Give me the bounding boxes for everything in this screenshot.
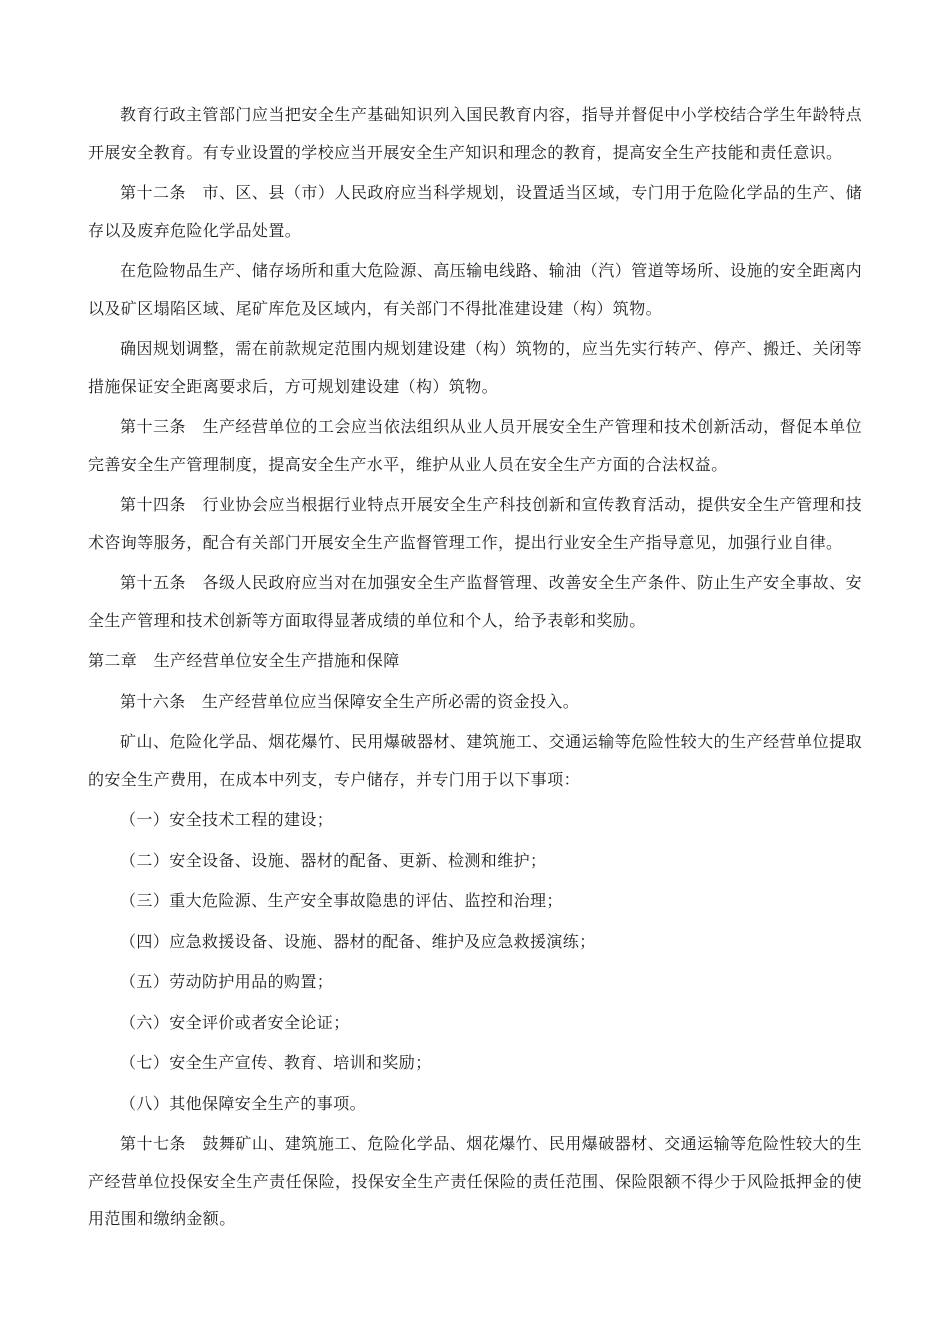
article-15: 第十五条 各级人民政府应当对在加强安全生产监督管理、改善安全生产条件、防止生产安全事故、安全生产管理和技术创新等方面取得显著成绩的单位和个人，给予表彰和奖励。 <box>88 573 862 630</box>
list-item: （二）安全设备、设施、器材的配备、更新、检测和维护； <box>120 850 547 870</box>
list-item: （七）安全生产宣传、教育、培训和奖励； <box>120 1053 432 1072</box>
list-item: （四）应急救援设备、设施、器材的配备、维护及应急救援演练； <box>120 931 596 951</box>
paragraph-safety-fees: 矿山、危险化学品、烟花爆竹、民用爆破器材、建筑施工、交通运输等危险性较大的生产经营单位提取的安全生产费用，在成本中列支，专户储存，并专门用于以下事项： <box>88 732 862 789</box>
paragraph-education: 教育行政主管部门应当把安全生产基础知识列入国民教育内容，指导并督促中小学校结合学生年龄特点开展安全教育。有专业设置的学校应当开展安全生产知识和理念的教育，提高安全生产技能和责任意识。 <box>88 105 862 162</box>
article-17: 第十七条 鼓舞矿山、建筑施工、危险化学品、烟花爆竹、民用爆破器材、交通运输等危险性较大的生产经营单位投保安全生产责任保险，投保安全生产责任保险的责任范围、保险限额不得少于风险抵押金的使用范围和缴纳金额。 <box>88 1134 862 1228</box>
article-13: 第十三条 生产经营单位的工会应当依法组织从业人员开展安全生产管理和技术创新活动，督促本单位完善安全生产管理制度，提高安全生产水平，维护从业人员在安全生产方面的合法权益。 <box>88 417 862 474</box>
document-body <box>88 96 862 1241</box>
paragraph-planning-adjustment: 确因规划调整，需在前款规定范围内规划建设建（构）筑物的，应当先实行转产、停产、搬迁、关闭等措施保证安全距离要求后，方可规划建设建（构）筑物。 <box>88 339 862 396</box>
article-16: 第十六条 生产经营单位应当保障安全生产所必需的资金投入。 <box>120 691 580 711</box>
paragraph-safety-distance: 在危险物品生产、储存场所和重大危险源、高压输电线路、输油（汽）管道等场所、设施的安全距离内以及矿区塌陷区域、尾矿库危及区域内，有关部门不得批准建设建（构）筑物。 <box>88 261 862 318</box>
article-12: 第十二条 市、区、县（市）人民政府应当科学规划，设置适当区域，专门用于危险化学品的生产、储存以及废弃危险化学品处置。 <box>88 183 862 240</box>
list-item: （八）其他保障安全生产的事项。 <box>120 1093 367 1113</box>
list-item: （五）劳动防护用品的购置； <box>120 972 334 991</box>
list-item: （三）重大危险源、生产安全事故隐患的评估、监控和治理； <box>120 891 563 910</box>
list-item: （六）安全评价或者安全论证； <box>120 1012 350 1032</box>
article-14: 第十四条 行业协会应当根据行业特点开展安全生产科技创新和宣传教育活动，提供安全生产管理和技术咨询等服务，配合有关部门开展安全生产监督管理工作，提出行业安全生产指导意见，加强行业自律。 <box>88 495 862 552</box>
chapter-heading: 第二章 生产经营单位安全生产措施和保障 <box>88 651 400 670</box>
list-item: （一）安全技术工程的建设； <box>120 810 334 829</box>
